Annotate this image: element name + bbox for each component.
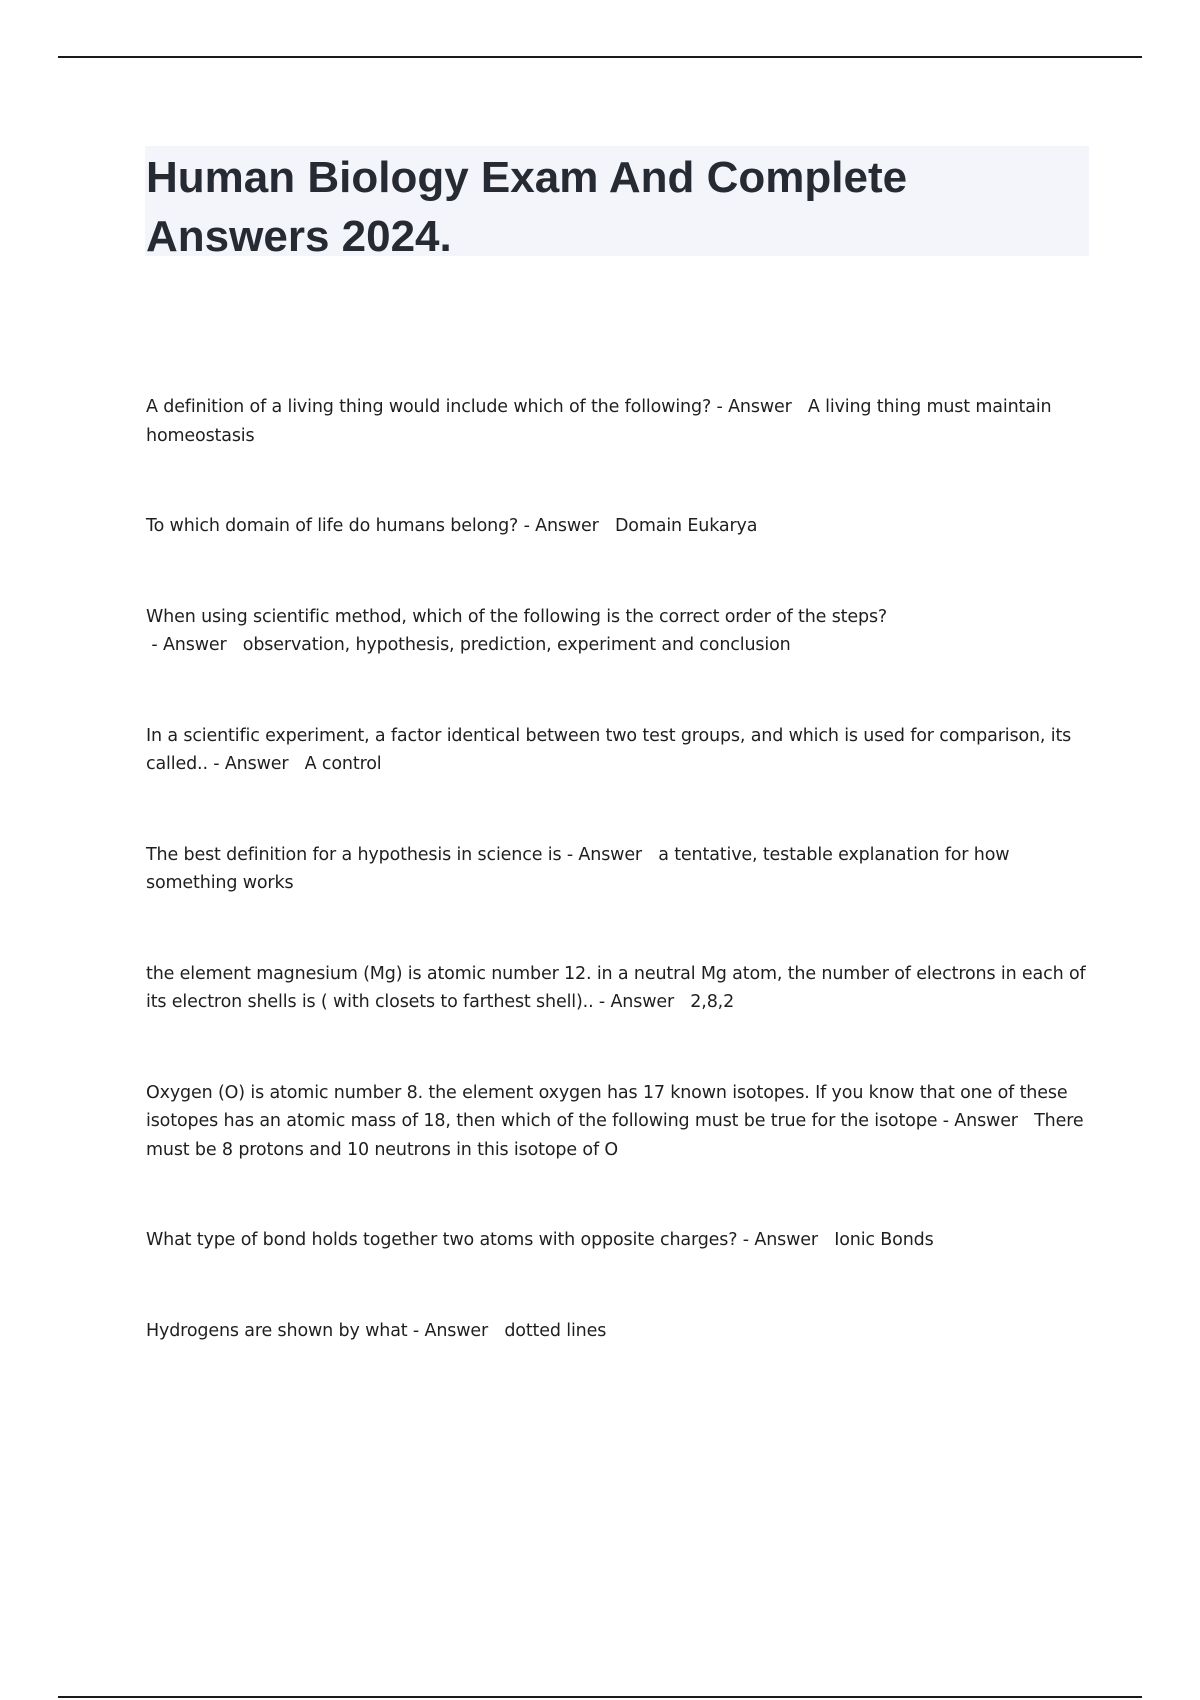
- question-text: In a scientific experiment, a factor identical between two test groups, and which is used for comparison, its called..: [146, 725, 1072, 774]
- answer-separator: - Answer: [146, 635, 243, 655]
- question-text: To which domain of life do humans belong?: [146, 516, 519, 536]
- answer-text: Ionic Bonds: [834, 1230, 934, 1250]
- qa-item: [146, 722, 1086, 779]
- answer-text: observation, hypothesis, prediction, experiment and conclusion: [242, 635, 791, 655]
- qa-item: [146, 1079, 1086, 1165]
- document-title: Human Biology Exam And Complete Answers 2024.: [146, 153, 908, 261]
- qa-item: [146, 512, 1086, 541]
- qa-item: [146, 393, 1086, 450]
- answer-text: There must be 8 protons and 10 neutrons in this isotope of O: [146, 1111, 1084, 1160]
- answer-separator: - Answer: [207, 754, 305, 774]
- qa-item: [146, 1317, 1086, 1346]
- question-text: Hydrogens are shown by what: [146, 1320, 408, 1341]
- answer-text: 2,8,2: [690, 992, 735, 1012]
- top-rule: [58, 56, 1142, 58]
- qa-item: [146, 603, 1086, 660]
- answer-separator: - Answer: [737, 1230, 835, 1250]
- answer-text: dotted lines: [504, 1320, 607, 1341]
- question-answer-list: [146, 393, 1086, 1407]
- answer-separator: - Answer: [518, 516, 615, 536]
- answer-text: A living thing must maintain homeostasis: [146, 397, 1052, 446]
- question-text: the element magnesium (Mg) is atomic number 12. in a neutral Mg atom, the number of electrons in each of its electron shells is ( with closets to farthest shell)..: [146, 963, 1086, 1012]
- answer-separator: - Answer: [937, 1111, 1035, 1131]
- answer-text: a tentative, testable explanation for how something works: [146, 844, 1010, 893]
- question-text: What type of bond holds together two atoms with opposite charges?: [146, 1230, 738, 1250]
- answer-separator: - Answer: [711, 397, 808, 417]
- question-text: When using scientific method, which of the following is the correct order of the steps?: [146, 606, 888, 627]
- question-text: Oxygen (O) is atomic number 8. the element oxygen has 17 known isotopes. If you know that one of these isotopes has an atomic mass of 18, then which of the following must be true for the isotope: [146, 1082, 1068, 1131]
- qa-item: [146, 960, 1086, 1017]
- question-text: A definition of a living thing would include which of the following?: [146, 397, 712, 417]
- question-text: The best definition for a hypothesis in science is: [146, 844, 562, 865]
- qa-item: [146, 841, 1086, 898]
- answer-separator: - Answer: [407, 1320, 505, 1341]
- bottom-rule: [58, 1696, 1142, 1698]
- qa-item: [146, 1226, 1086, 1255]
- answer-text: Domain Eukarya: [614, 516, 758, 536]
- answer-separator: - Answer: [593, 992, 691, 1012]
- answer-text: A control: [304, 754, 382, 774]
- answer-separator: - Answer: [561, 844, 659, 865]
